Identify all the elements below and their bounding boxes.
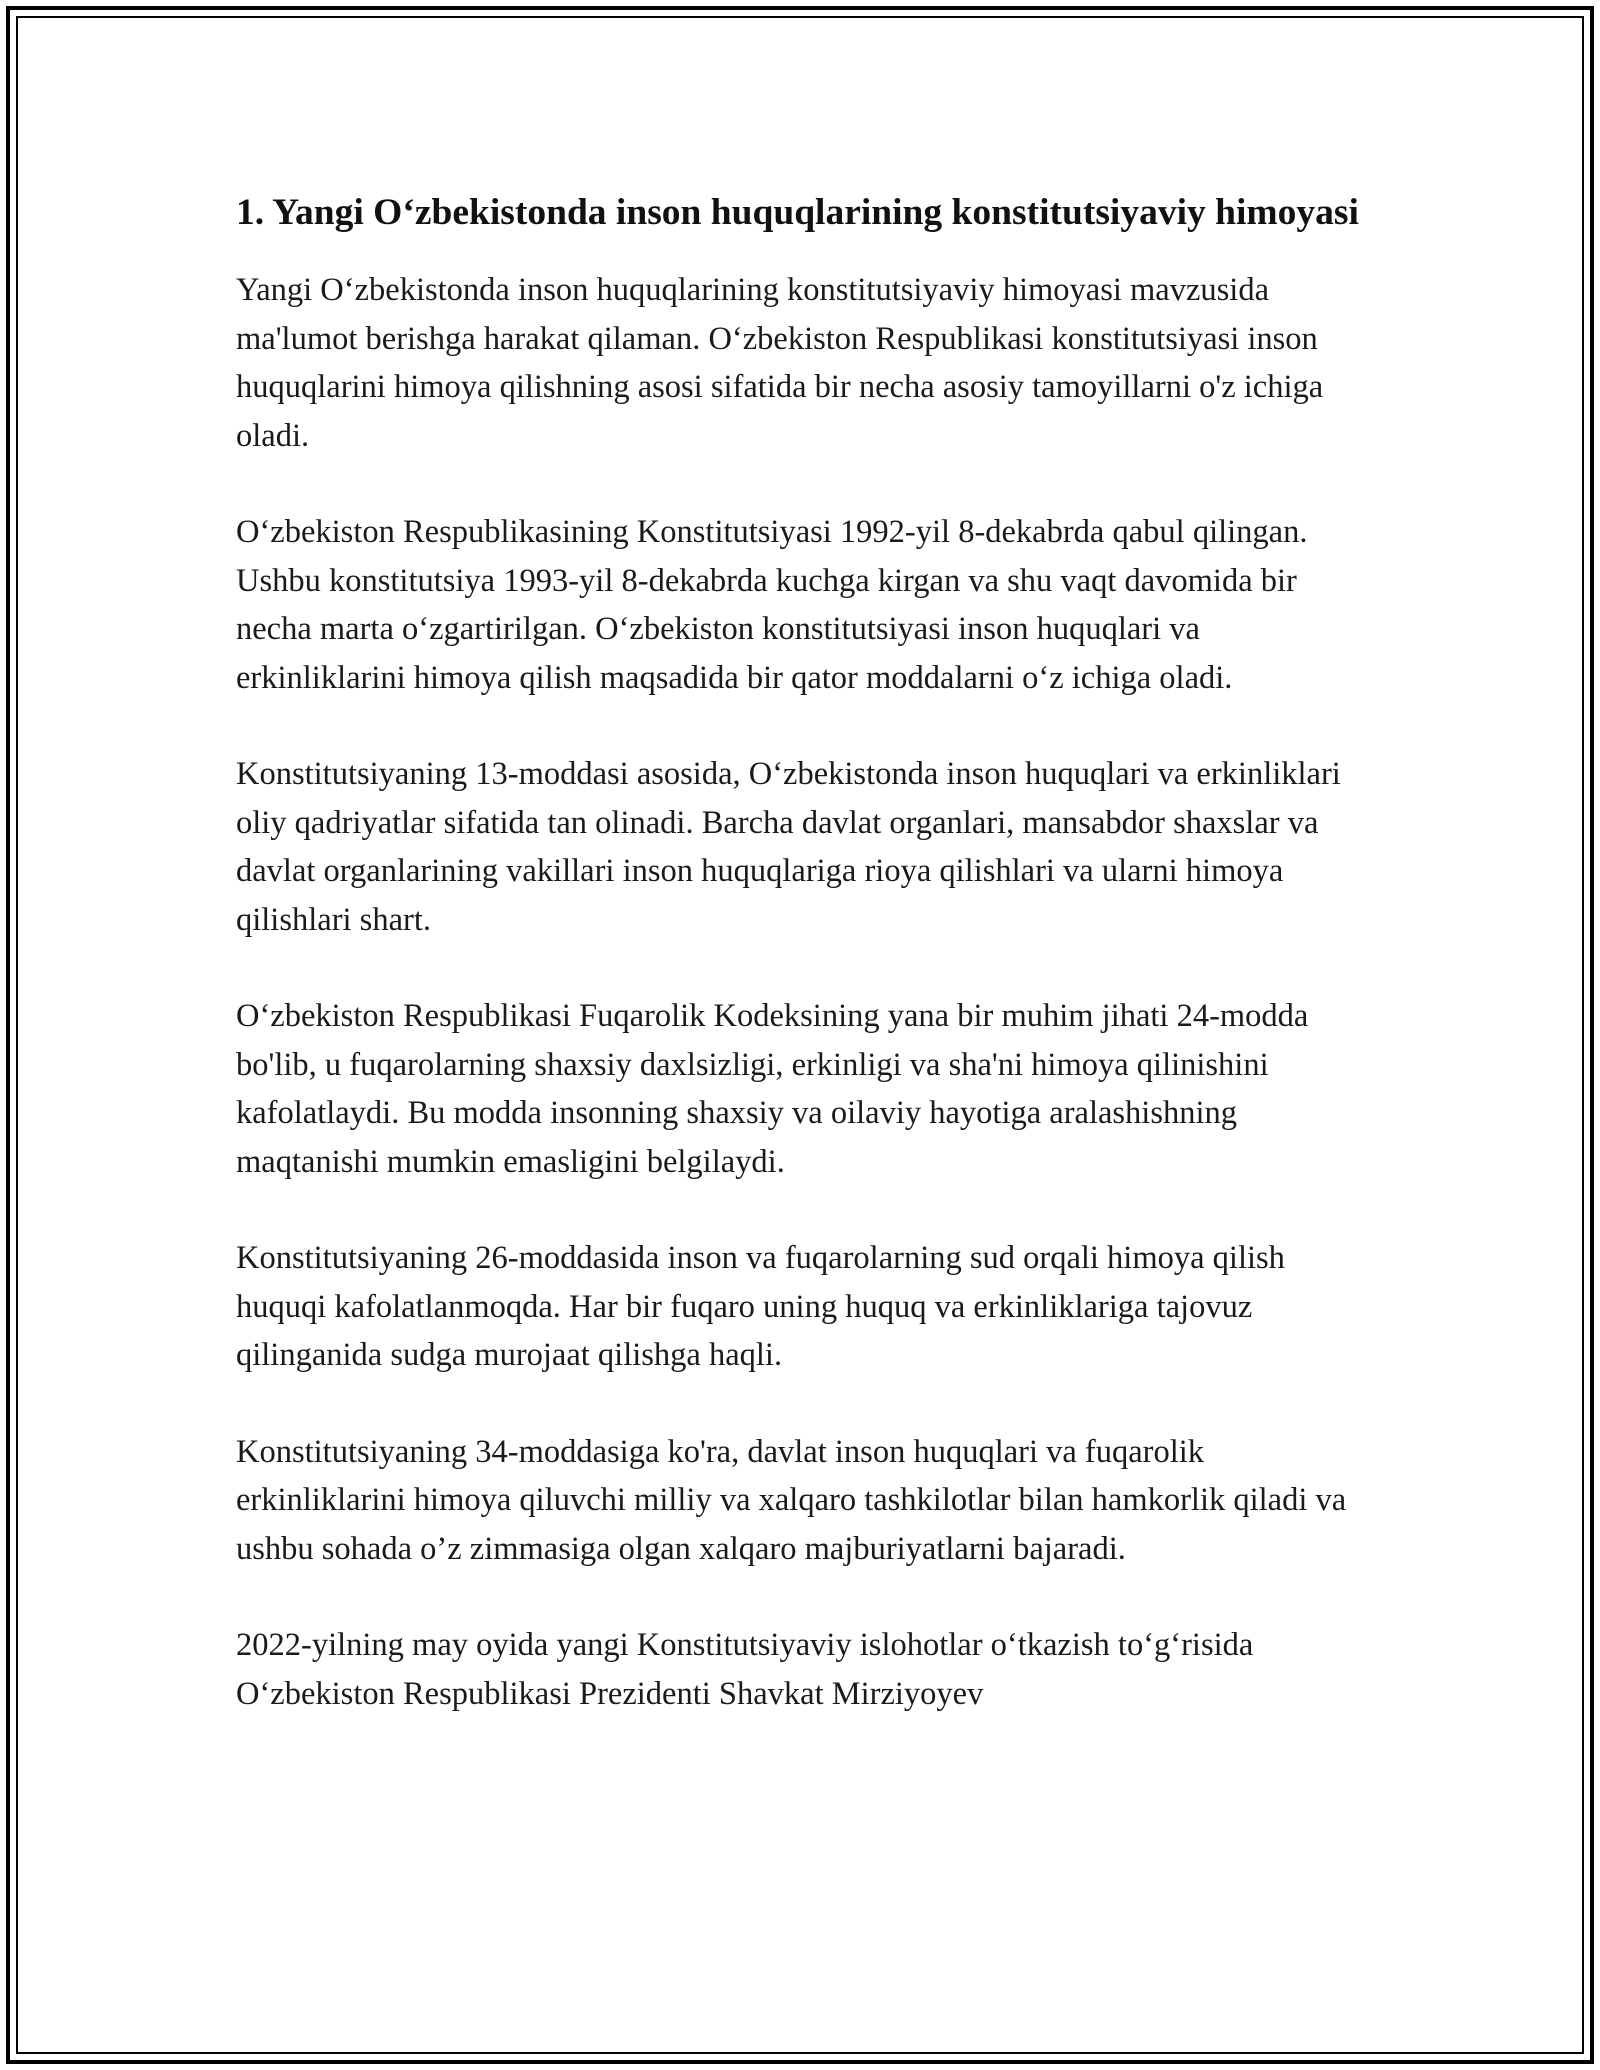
paragraph-intro: Yangi O‘zbekistonda inson huquqlarining konstitutsiyaviy himoyasi mavzusida ma'lumot berishga harakat qilaman. O‘zbekiston Respublikasi konstitutsiyasi inson huquqlarini himoya qilishning asosi sifatida bir necha asosiy tamoyillarni o'z ichiga oladi. xyxy=(236,272,1324,454)
section-heading: 1. Yangi O‘zbekistonda inson huquqlarining konstitutsiyaviy himoyasi xyxy=(236,192,1359,233)
paragraph-reforms-2022: 2022-yilning may oyida yangi Konstitutsiyaviy islohotlar o‘tkazish to‘g‘risida O‘zbekiston Respublikasi Prezidenti Shavkat Mirziyoyev xyxy=(236,1627,1254,1712)
paragraph-civil-code-article-24: O‘zbekiston Respublikasi Fuqarolik Kodeksining yana bir muhim jihati 24-modda bo'lib, u fuqarolarning shaxsiy daxlsizligi, erkinligi va sha'ni himoya qilinishini kafolatlaydi. Bu modda insonning shaxsiy va oilaviy hayotiga aralashishning maqtanishi mumkin emasligini belgilaydi. xyxy=(236,998,1309,1180)
paragraph-article-13: Konstitutsiyaning 13-moddasi asosida, O‘zbekistonda inson huquqlari va erkinliklari oliy qadriyatlar sifatida tan olinadi. Barcha davlat organlari, mansabdor shaxslar va davlat organlarining vakillari inson huquqlariga rioya qilishlari va ularni himoya qilishlari shart. xyxy=(236,756,1341,938)
paragraph-article-34: Konstitutsiyaning 34-moddasiga ko'ra, davlat inson huquqlari va fuqarolik erkinliklarini himoya qiluvchi milliy va xalqaro tashkilotlar bilan hamkorlik qiladi va ushbu sohada o’z zimmasiga olgan xalqaro majburiyatlarni bajaradi. xyxy=(236,1433,1347,1567)
paragraph-article-26: Konstitutsiyaning 26-moddasida inson va fuqarolarning sud orqali himoya qilish huquqi kafolatlanmoqda. Har bir fuqaro uning huquq va erkinliklariga tajovuz qilinganida sudga murojaat qilishga haqli. xyxy=(236,1240,1285,1373)
document-body xyxy=(236,186,1366,1766)
paragraph-constitution-adoption: O‘zbekiston Respublikasining Konstitutsiyasi 1992-yil 8-dekabrda qabul qilingan. Ushbu konstitutsiya 1993-yil 8-dekabrda kuchga kirgan va shu vaqt davomida bir necha marta o‘zgartirilgan. O‘zbekiston konstitutsiyasi inson huquqlari va erkinliklarini himoya qilish maqsadida bir qator moddalarni o‘z ichiga oladi. xyxy=(236,514,1308,696)
